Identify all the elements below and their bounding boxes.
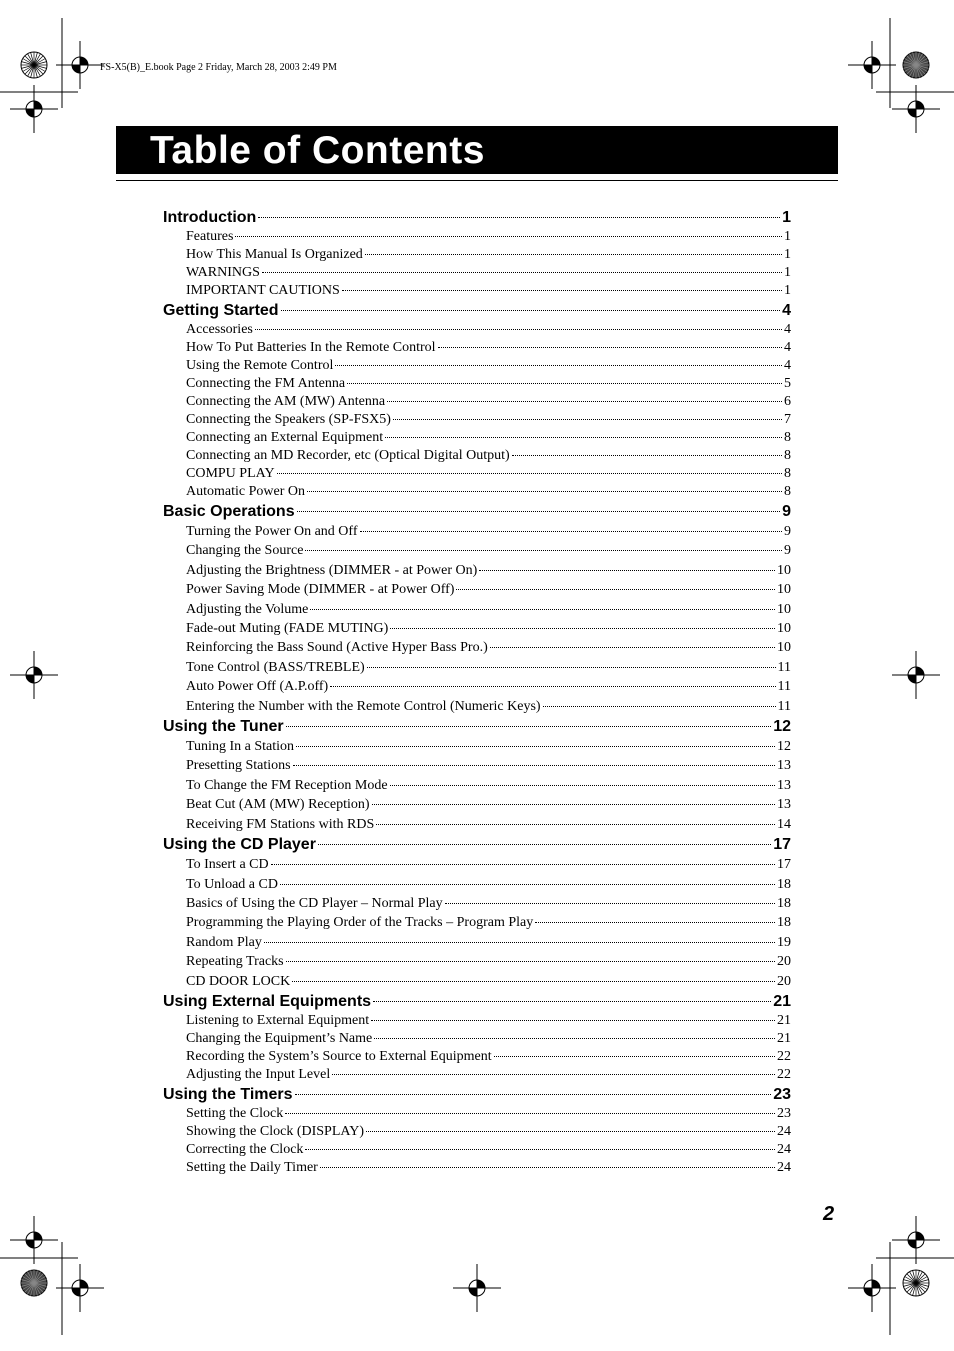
dot-leader bbox=[305, 1149, 775, 1150]
entry-title: Using the Remote Control bbox=[186, 358, 334, 373]
toc-entry[interactable] bbox=[186, 776, 791, 795]
entry-page-number: 18 bbox=[777, 876, 791, 892]
toc-entry[interactable] bbox=[186, 619, 791, 638]
dot-leader bbox=[438, 347, 782, 348]
section-title: Using the CD Player bbox=[163, 836, 316, 854]
toc-entry[interactable] bbox=[186, 638, 791, 657]
toc-entry[interactable] bbox=[186, 677, 791, 696]
toc-section[interactable] bbox=[163, 716, 791, 737]
dot-leader bbox=[318, 844, 771, 845]
entry-title: Tone Control (BASS/TREBLE) bbox=[186, 659, 365, 675]
entry-title: Repeating Tracks bbox=[186, 954, 284, 970]
section-title: Basic Operations bbox=[163, 503, 295, 520]
dot-leader bbox=[342, 290, 782, 291]
toc-entry[interactable] bbox=[186, 580, 791, 599]
section-title: Using the Timers bbox=[163, 1085, 293, 1103]
dot-leader bbox=[310, 609, 775, 610]
section-title: Introduction bbox=[163, 209, 257, 226]
dot-leader bbox=[543, 706, 776, 707]
entry-title: Automatic Power On bbox=[186, 484, 305, 499]
dot-leader bbox=[535, 922, 775, 923]
section-page-number: 4 bbox=[782, 302, 791, 319]
page-title: Table of Contents bbox=[150, 129, 485, 172]
dot-leader bbox=[262, 272, 782, 273]
entry-title: Turning the Power On and Off bbox=[186, 524, 358, 539]
entry-title: Correcting the Clock bbox=[186, 1141, 304, 1157]
entry-page-number: 9 bbox=[784, 524, 791, 539]
entry-page-number: 4 bbox=[784, 340, 791, 355]
toc-entry[interactable] bbox=[186, 933, 791, 952]
toc-entry[interactable] bbox=[186, 321, 791, 339]
entry-title: Showing the Clock (DISPLAY) bbox=[186, 1123, 364, 1139]
dot-leader bbox=[360, 531, 783, 532]
toc-entry[interactable] bbox=[186, 264, 791, 282]
entry-title: Setting the Clock bbox=[186, 1105, 284, 1121]
toc-section[interactable] bbox=[163, 991, 791, 1012]
entry-page-number: 4 bbox=[784, 358, 791, 373]
entry-title: Adjusting the Brightness (DIMMER - at Power On) bbox=[186, 562, 478, 578]
dot-leader bbox=[235, 236, 782, 237]
entry-page-number: 11 bbox=[777, 698, 791, 714]
toc-entry[interactable] bbox=[186, 756, 791, 775]
toc-entry[interactable] bbox=[186, 1030, 791, 1048]
toc-entry[interactable] bbox=[186, 357, 791, 375]
dot-leader bbox=[286, 726, 772, 727]
toc-section[interactable] bbox=[163, 834, 791, 855]
dot-leader bbox=[255, 329, 782, 330]
entry-page-number: 20 bbox=[777, 954, 791, 970]
entry-page-number: 13 bbox=[777, 758, 791, 774]
entry-title: Adjusting the Volume bbox=[186, 601, 309, 617]
entry-page-number: 9 bbox=[784, 543, 791, 559]
entry-page-number: 4 bbox=[784, 322, 791, 337]
dot-leader bbox=[305, 550, 782, 551]
toc-entry[interactable] bbox=[186, 522, 791, 541]
dot-leader bbox=[373, 1001, 771, 1002]
entry-page-number: 13 bbox=[777, 777, 791, 793]
entry-page-number: 8 bbox=[784, 466, 791, 481]
dot-leader bbox=[456, 589, 775, 590]
dot-leader bbox=[371, 1020, 775, 1021]
dot-leader bbox=[347, 383, 782, 384]
entry-page-number: 10 bbox=[777, 601, 791, 617]
print-header-line: FS-X5(B)_E.book Page 2 Friday, March 28, 2003 2:49 PM bbox=[100, 62, 337, 73]
entry-page-number: 1 bbox=[784, 247, 791, 262]
page-number: 2 bbox=[823, 1203, 835, 1225]
entry-title: Connecting the AM (MW) Antenna bbox=[186, 394, 386, 409]
entry-title: Changing the Equipment’s Name bbox=[186, 1030, 373, 1046]
dot-leader bbox=[490, 647, 775, 648]
entry-title: To Unload a CD bbox=[186, 876, 278, 892]
entry-title: Connecting an MD Recorder, etc (Optical Digital Output) bbox=[186, 448, 510, 463]
dot-leader bbox=[385, 437, 782, 438]
dot-leader bbox=[367, 667, 776, 668]
toc-entry[interactable] bbox=[186, 483, 791, 501]
entry-title: CD DOOR LOCK bbox=[186, 973, 291, 989]
toc-entry[interactable] bbox=[186, 541, 791, 560]
entry-title: Receiving FM Stations with RDS bbox=[186, 816, 375, 832]
entry-page-number: 8 bbox=[784, 484, 791, 499]
toc-entry[interactable] bbox=[186, 1012, 791, 1030]
toc-entry[interactable] bbox=[186, 561, 791, 580]
entry-page-number: 13 bbox=[777, 797, 791, 813]
toc-entry[interactable] bbox=[186, 855, 791, 874]
toc-entry[interactable] bbox=[186, 339, 791, 357]
toc-entry[interactable] bbox=[186, 658, 791, 677]
dot-leader bbox=[264, 942, 775, 943]
toc-entry[interactable] bbox=[186, 697, 791, 716]
entry-title: To Change the FM Reception Mode bbox=[186, 777, 388, 793]
entry-page-number: 21 bbox=[777, 1030, 791, 1046]
title-banner bbox=[116, 126, 838, 174]
dot-leader bbox=[445, 903, 775, 904]
dot-leader bbox=[335, 365, 782, 366]
entry-page-number: 12 bbox=[777, 739, 791, 755]
section-page-number: 9 bbox=[782, 503, 791, 520]
entry-title: Reinforcing the Bass Sound (Active Hyper Bass Pro.) bbox=[186, 640, 488, 656]
toc-entry[interactable] bbox=[186, 1105, 791, 1123]
title-underline bbox=[116, 180, 838, 181]
toc-section[interactable] bbox=[163, 1084, 791, 1105]
entry-page-number: 24 bbox=[777, 1141, 791, 1157]
dot-leader bbox=[307, 491, 782, 492]
entry-page-number: 24 bbox=[777, 1123, 791, 1139]
entry-title: Changing the Source bbox=[186, 543, 304, 559]
entry-page-number: 1 bbox=[784, 229, 791, 244]
entry-title: Basics of Using the CD Player – Normal Play bbox=[186, 895, 443, 911]
dot-leader bbox=[374, 1038, 775, 1039]
toc-section[interactable] bbox=[163, 207, 791, 228]
entry-title: Presetting Stations bbox=[186, 758, 291, 774]
entry-title: To Insert a CD bbox=[186, 857, 269, 873]
entry-page-number: 18 bbox=[777, 895, 791, 911]
entry-title: Entering the Number with the Remote Control (Numeric Keys) bbox=[186, 698, 541, 714]
dot-leader bbox=[479, 570, 775, 571]
entry-page-number: 19 bbox=[777, 934, 791, 950]
entry-page-number: 10 bbox=[777, 621, 791, 637]
entry-page-number: 24 bbox=[777, 1159, 791, 1175]
section-page-number: 17 bbox=[773, 836, 791, 854]
entry-page-number: 5 bbox=[784, 376, 791, 391]
dot-leader bbox=[376, 824, 775, 825]
toc-section[interactable] bbox=[163, 300, 791, 321]
dot-leader bbox=[286, 961, 775, 962]
toc-entry[interactable] bbox=[186, 282, 791, 300]
toc-entry[interactable] bbox=[186, 1048, 791, 1066]
dot-leader bbox=[512, 455, 782, 456]
toc-entry[interactable] bbox=[186, 447, 791, 465]
entry-page-number: 11 bbox=[777, 679, 791, 695]
toc-entry[interactable] bbox=[186, 972, 791, 991]
toc-section[interactable] bbox=[163, 501, 791, 522]
dot-leader bbox=[387, 401, 782, 402]
entry-page-number: 10 bbox=[777, 582, 791, 598]
dot-leader bbox=[372, 804, 775, 805]
toc-entry[interactable] bbox=[186, 1066, 791, 1084]
entry-title: Fade-out Muting (FADE MUTING) bbox=[186, 621, 389, 637]
entry-title: Connecting the Speakers (SP-FSX5) bbox=[186, 412, 391, 427]
dot-leader bbox=[366, 1131, 775, 1132]
entry-title: IMPORTANT CAUTIONS bbox=[186, 283, 340, 298]
entry-title: Power Saving Mode (DIMMER - at Power Off) bbox=[186, 582, 455, 598]
entry-page-number: 18 bbox=[777, 915, 791, 931]
dot-leader bbox=[285, 1113, 775, 1114]
section-page-number: 21 bbox=[773, 992, 791, 1010]
toc-entry[interactable] bbox=[186, 1159, 791, 1177]
entry-title: Beat Cut (AM (MW) Reception) bbox=[186, 797, 370, 813]
entry-title: Setting the Daily Timer bbox=[186, 1159, 318, 1175]
dot-leader bbox=[297, 511, 780, 512]
entry-title: Recording the System’s Source to External Equipment bbox=[186, 1048, 492, 1064]
dot-leader bbox=[281, 310, 781, 311]
toc-entry[interactable] bbox=[186, 875, 791, 894]
entry-title: Tuning In a Station bbox=[186, 739, 294, 755]
toc-entry[interactable] bbox=[186, 1141, 791, 1159]
dot-leader bbox=[390, 628, 775, 629]
entry-title: Connecting the FM Antenna bbox=[186, 376, 346, 391]
toc-entry[interactable] bbox=[186, 894, 791, 913]
section-page-number: 23 bbox=[773, 1085, 791, 1103]
entry-title: How This Manual Is Organized bbox=[186, 247, 363, 262]
entry-page-number: 6 bbox=[784, 394, 791, 409]
section-page-number: 1 bbox=[782, 209, 791, 226]
entry-page-number: 10 bbox=[777, 562, 791, 578]
dot-leader bbox=[271, 864, 775, 865]
entry-title: Connecting an External Equipment bbox=[186, 430, 384, 445]
dot-leader bbox=[277, 473, 782, 474]
entry-title: WARNINGS bbox=[186, 265, 260, 280]
dot-leader bbox=[494, 1056, 775, 1057]
section-page-number: 12 bbox=[773, 718, 791, 736]
toc-entry[interactable] bbox=[186, 375, 791, 393]
entry-title: How To Put Batteries In the Remote Control bbox=[186, 340, 436, 355]
entry-title: Programming the Playing Order of the Tracks – Program Play bbox=[186, 915, 534, 931]
entry-page-number: 23 bbox=[777, 1105, 791, 1121]
dot-leader bbox=[292, 981, 775, 982]
dot-leader bbox=[258, 217, 780, 218]
dot-leader bbox=[330, 686, 775, 687]
entry-page-number: 17 bbox=[777, 857, 791, 873]
toc-entry[interactable] bbox=[186, 465, 791, 483]
section-title: Using the Tuner bbox=[163, 718, 284, 736]
toc-entry[interactable] bbox=[186, 228, 791, 246]
toc-entry[interactable] bbox=[186, 600, 791, 619]
section-title: Getting Started bbox=[163, 302, 279, 319]
entry-title: Auto Power Off (A.P.off) bbox=[186, 679, 329, 695]
toc-entry[interactable] bbox=[186, 737, 791, 756]
dot-leader bbox=[296, 746, 775, 747]
entry-page-number: 21 bbox=[777, 1012, 791, 1028]
entry-title: Accessories bbox=[186, 322, 253, 337]
toc-entry[interactable] bbox=[186, 1123, 791, 1141]
toc-entry[interactable] bbox=[186, 795, 791, 814]
table-of-contents bbox=[163, 207, 791, 1177]
entry-page-number: 10 bbox=[777, 640, 791, 656]
entry-page-number: 8 bbox=[784, 430, 791, 445]
toc-entry[interactable] bbox=[186, 246, 791, 264]
toc-entry[interactable] bbox=[186, 952, 791, 971]
entry-page-number: 20 bbox=[777, 973, 791, 989]
dot-leader bbox=[332, 1074, 775, 1075]
entry-page-number: 1 bbox=[784, 283, 791, 298]
dot-leader bbox=[293, 765, 775, 766]
section-title: Using External Equipments bbox=[163, 992, 372, 1010]
toc-entry[interactable] bbox=[186, 411, 791, 429]
entry-title: Adjusting the Input Level bbox=[186, 1066, 331, 1082]
toc-entry[interactable] bbox=[186, 429, 791, 447]
dot-leader bbox=[390, 785, 775, 786]
entry-title: COMPU PLAY bbox=[186, 466, 275, 481]
entry-title: Random Play bbox=[186, 934, 262, 950]
entry-page-number: 1 bbox=[784, 265, 791, 280]
toc-entry[interactable] bbox=[186, 913, 791, 932]
entry-page-number: 8 bbox=[784, 448, 791, 463]
toc-entry[interactable] bbox=[186, 393, 791, 411]
entry-page-number: 11 bbox=[777, 659, 791, 675]
toc-entry[interactable] bbox=[186, 815, 791, 834]
entry-title: Listening to External Equipment bbox=[186, 1012, 370, 1028]
entry-page-number: 22 bbox=[777, 1048, 791, 1064]
entry-page-number: 14 bbox=[777, 816, 791, 832]
dot-leader bbox=[393, 419, 782, 420]
dot-leader bbox=[295, 1094, 772, 1095]
dot-leader bbox=[365, 254, 782, 255]
entry-title: Features bbox=[186, 229, 234, 244]
entry-page-number: 7 bbox=[784, 412, 791, 427]
dot-leader bbox=[280, 884, 775, 885]
entry-page-number: 22 bbox=[777, 1066, 791, 1082]
dot-leader bbox=[320, 1167, 775, 1168]
